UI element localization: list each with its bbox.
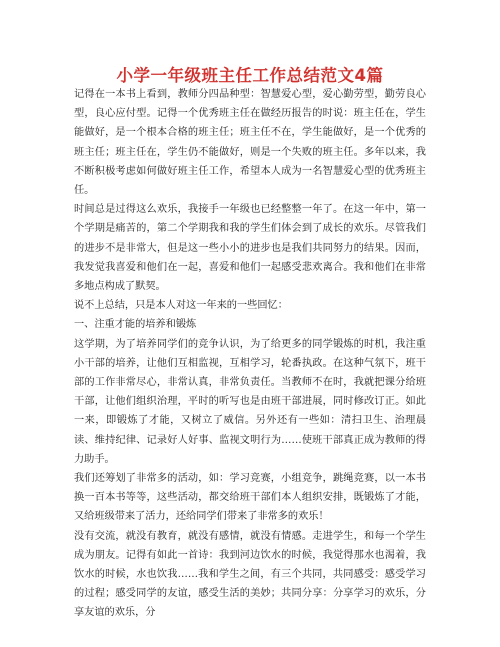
document-title: 小学一年级班主任工作总结范文4篇: [116, 66, 384, 85]
document-body: [74, 85, 426, 623]
paragraph: 没有交流，就没有教育，就没有感情，就没有情感。走进学生，和每一个学生成为朋友。记得有如此一首诗：我到河边饮水的时候，我觉得那水也渴着，我饮水的时候，水也饮我……我和学生之间，有三个共同，共同感受：感受学习的过程；感受同学的友谊，感受生活的美妙；共同分享：分享学习的欢乐，分享友谊的欢乐，分: [74, 530, 426, 619]
paragraph: 记得在一本书上看到，教师分四品种型：智慧爱心型，爱心勤劳型，勤劳良心型，良心应付型。记得一个优秀班主任在做经历报告的时说：班主任在，学生能做好，是一个根本合格的班主任；班主任不在，学生能做好，是一个优秀的班主任；班主任在，学生仍不能做好，则是一个失败的班主任。多年以来，我不断积极考虑如何做好班主任工作，希望本人成为一名智慧爱心型的优秀班主任。: [74, 89, 426, 197]
paragraph: 说不上总结，只是本人对这一年来的一些回忆：: [74, 300, 288, 312]
paragraph: 时间总是过得这么欢乐，我接手一年级也已经整整一年了。在这一年中，第一个学期是痛苦的，第二个学期我和我的学生们体会到了成长的欢乐。尽管我们的进步不是非常大，但是这一些小小的进步也是我们共同努力的结果。因而，我发觉我喜爱和他们在一起，喜爱和他们一起感受悲欢离合。我和他们在非常多地点构成了默契。: [74, 204, 426, 293]
paragraph: 这学期，为了培养同学们的竞争认识，为了给更多的同学锻炼的时机，我注重小干部的培养，让他们互相监视，互相学习，轮番执政。在这种气氛下，班干部的工作非常尽心，非常认真，非常负责任。当教师不在时，我就把课分给班干部，让他们组织治理，平时的听写也是由班干部进展，同时修改订正。如此一来，即锻炼了才能，又树立了威信。另外还有一些如：清扫卫生、治理晨读、维持纪律、记录好人好事、监视文明行为……使班干部真正成为教师的得力助手。: [74, 338, 426, 465]
paragraph: 我们还筹划了非常多的活动，如：学习竞赛，小组竞争，跳绳竞赛，以一本书换一百本书等等，这些活动，都交给班干部们本人组织安排，既锻炼了才能，又给班级带来了活力，还给同学们带来了非常多的欢乐！: [74, 473, 426, 523]
section-heading: 一、注重才能的培养和锻炼: [74, 319, 197, 331]
